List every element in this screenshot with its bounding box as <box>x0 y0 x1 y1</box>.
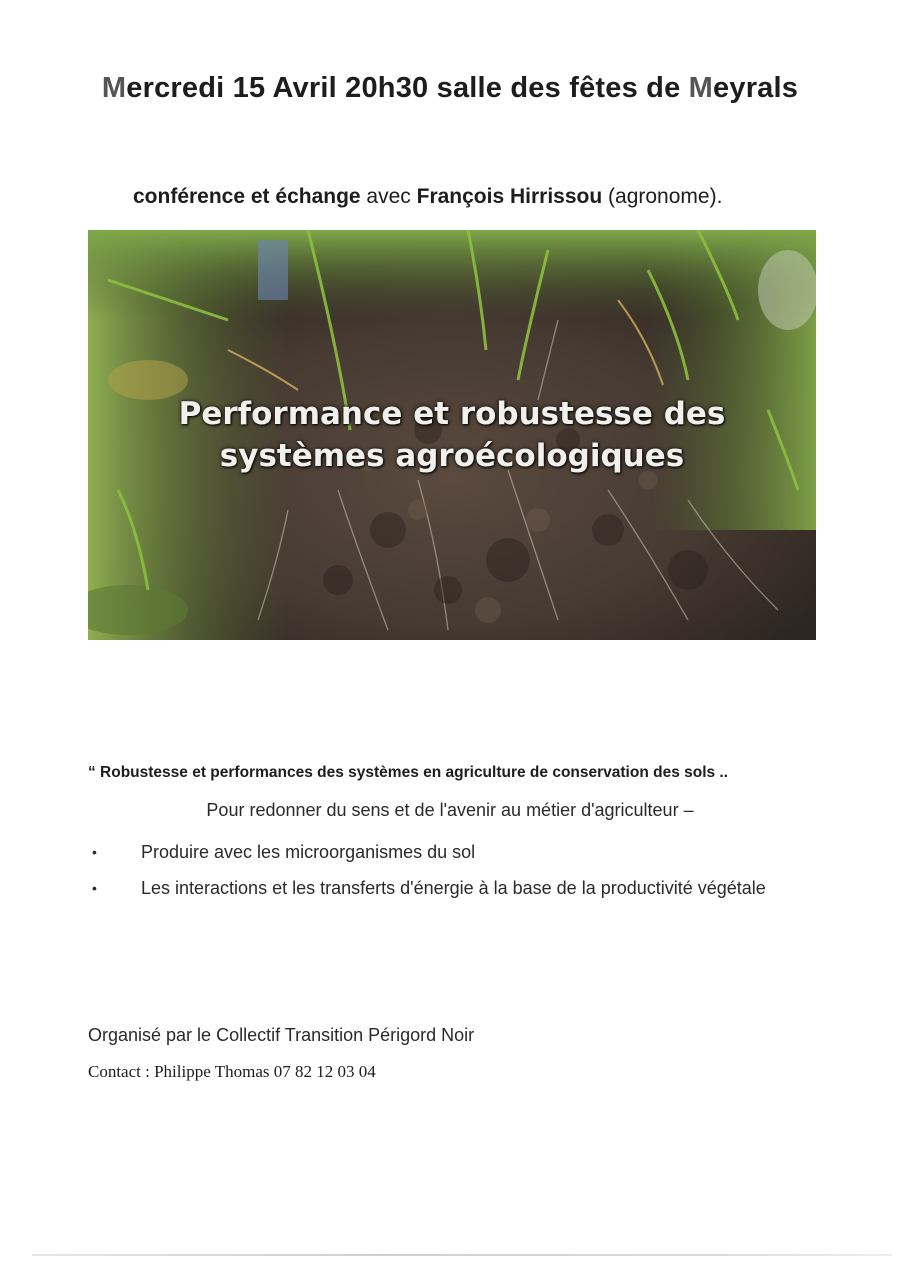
bullet-icon: • <box>92 880 97 896</box>
speaker-role: (agronome). <box>602 185 723 208</box>
conference-theme-quote: “ Robustesse et performances des systèmes en agriculture de conservation des sols .. <box>88 764 729 781</box>
list-item-text: Les interactions et les transferts d'énergie à la base de la productivité végétale <box>141 878 766 898</box>
subtitle-with: avec <box>360 185 417 208</box>
scan-divider <box>32 1254 892 1256</box>
purpose-line: Pour redonner du sens et de l'avenir au métier d'agriculteur – <box>206 800 694 820</box>
speaker-name: François Hirrissou <box>416 185 603 208</box>
caption-line-1: Performance et robustesse des <box>178 396 726 432</box>
bullet-icon: • <box>92 844 97 860</box>
photo-caption <box>88 393 816 477</box>
headline-mid: ercredi 15 Avril 20h30 salle des fêtes de <box>126 72 689 104</box>
headline-end: eyrals <box>713 72 799 104</box>
list-item-text: Produire avec les microorganismes du sol <box>141 842 476 862</box>
caption-line-2: systèmes agroécologiques <box>219 438 685 474</box>
soil-photo <box>88 230 816 640</box>
conference-subtitle <box>133 185 722 209</box>
headline-cap-m2: M <box>688 72 714 104</box>
headline-cap-m1: M <box>101 72 127 104</box>
event-headline <box>0 72 900 105</box>
organizer-line: Organisé par le Collectif Transition Périgord Noir <box>88 1025 475 1045</box>
subtitle-conference: conférence et échange <box>133 185 361 208</box>
contact-line: Contact : Philippe Thomas 07 82 12 03 04 <box>88 1062 376 1081</box>
